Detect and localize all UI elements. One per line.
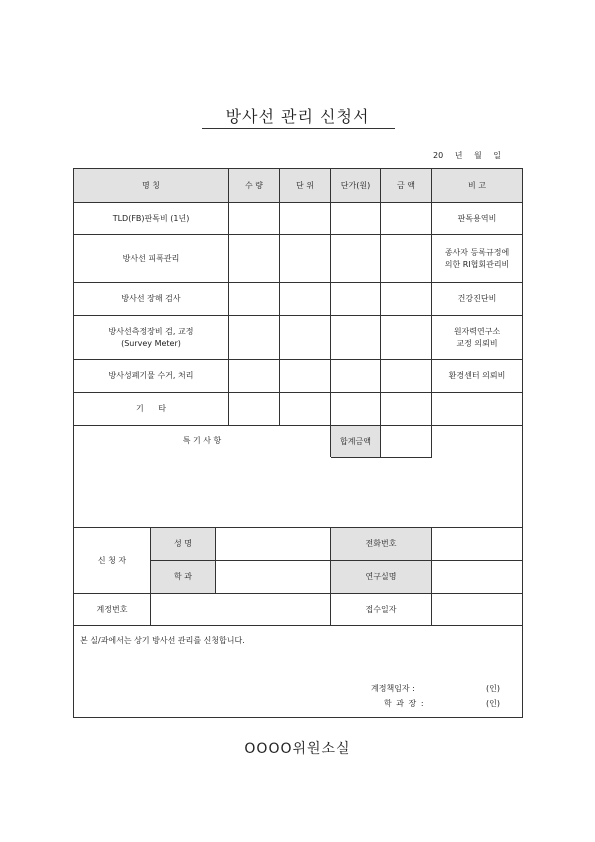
dept-head-label: 학 과 장 : bbox=[384, 699, 424, 708]
item-remark: 종사자 등록규정에 의한 RI협회관리비 bbox=[444, 247, 510, 269]
header-quantity: 수 량 bbox=[245, 180, 263, 190]
applicant-label: 신 청 자 bbox=[97, 555, 127, 565]
form-title: 방사선 관리 신청서 bbox=[225, 107, 370, 126]
account-number-label: 계정번호 bbox=[96, 604, 128, 614]
item-remark: 건강진단비 bbox=[457, 294, 497, 303]
table-rule bbox=[380, 169, 381, 457]
item-remark: 판독용역비 bbox=[457, 213, 497, 223]
table-rule bbox=[330, 169, 331, 457]
item-name: TLD(FB)판독비 (1년) bbox=[112, 213, 190, 223]
table-rule bbox=[431, 527, 432, 625]
item-remark: 원자력연구소 교정 의뢰비 bbox=[453, 326, 501, 348]
item-name: 방사선측정장비 검, 교정 (Survey Meter) bbox=[108, 326, 194, 348]
account-holder-label: 계정책임자 : bbox=[371, 684, 415, 693]
special-notes-label: 특 기 사 항 bbox=[182, 436, 222, 445]
receipt-date-label: 접수일자 bbox=[365, 604, 397, 614]
footer-issuer: OOOO위원소실 bbox=[244, 741, 351, 757]
table-rule bbox=[228, 169, 229, 425]
item-name: 방사선 장해 검사 bbox=[121, 294, 181, 303]
item-remark: 환경센터 의뢰비 bbox=[448, 371, 506, 380]
table-rule bbox=[279, 169, 280, 425]
table-rule bbox=[331, 457, 432, 458]
table-rule bbox=[215, 527, 216, 593]
application-statement: 본 실/과에서는 상기 방사선 관리를 신청합니다. bbox=[80, 636, 245, 645]
department-label: 학 과 bbox=[151, 561, 215, 593]
table-rule bbox=[74, 625, 522, 626]
title-underline bbox=[202, 128, 395, 129]
header-remarks: 비 고 bbox=[468, 180, 486, 190]
seal-mark: (인) bbox=[486, 684, 500, 693]
phone-label: 전화번호 bbox=[331, 528, 431, 560]
header-unit-price: 단가(원) bbox=[340, 180, 371, 190]
header-unit: 단 위 bbox=[296, 180, 314, 190]
application-form bbox=[73, 168, 523, 718]
header-amount: 금 액 bbox=[397, 180, 415, 190]
total-amount-label: 합계금액 bbox=[331, 426, 380, 457]
name-label: 성 명 bbox=[151, 528, 215, 560]
date-line: 20 년 월 일 bbox=[433, 151, 501, 160]
item-name: 방사선 피폭관리 bbox=[122, 253, 180, 263]
lab-name-label: 연구실명 bbox=[331, 561, 431, 593]
item-name: 기 타 bbox=[136, 404, 166, 413]
header-name: 명 칭 bbox=[142, 180, 160, 190]
seal-mark: (인) bbox=[486, 699, 500, 708]
item-name: 방사성폐기물 수거, 처리 bbox=[108, 371, 194, 380]
